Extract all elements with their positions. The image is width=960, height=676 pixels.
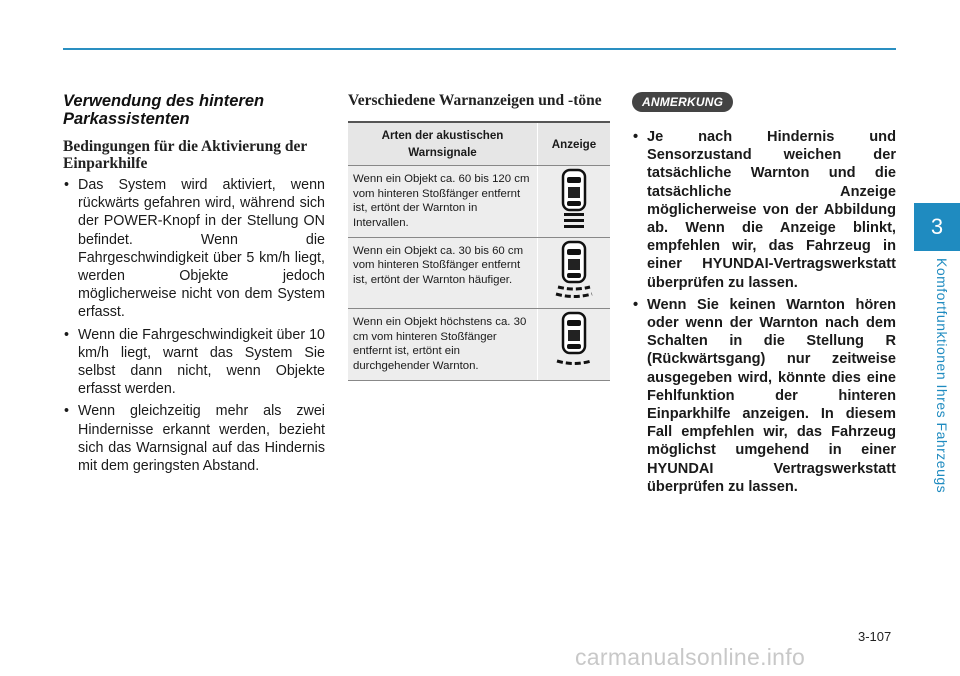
list-item: • Je nach Hindernis und Sensorzustand weichen der tatsächliche Warnton und die tatsächliche Anzeige möglicherweise von der Abbildung ab. Wenn die Anzeige blinkt, empfehlen wir, das Fahrzeug in einer HYUNDAI-Vertragswerkstatt überprüfen zu lassen.	[632, 128, 896, 292]
middle-column	[348, 92, 610, 381]
car-rear-2-bars-icon	[538, 237, 611, 309]
list-item: • Wenn Sie keinen Warnton hören oder wenn der Warnton nach dem Schalten in die Stellung R (Rückwärtsgang) nur zeitweise ausgegeben wird, könnte dies eine Fehlfunktion der hinteren Einparkhilfe anzeigen. In diesem Fall empfehlen wir, das Fahrzeug möglichst umgehend in einer HYUNDAI Vertragswerkstatt überprüfen zu lassen.	[632, 296, 896, 496]
page-number: 3-107	[858, 629, 892, 644]
top-rule	[63, 48, 896, 50]
chapter-tab	[914, 203, 960, 251]
list-item: • Das System wird aktiviert, wenn rückwärts gefahren wird, während sich der POWER-Knopf in der Stellung ON befindet. Wenn die Fahrgeschwindigkeit über 5 km/h liegt, werden Objekte jedoch möglicherweise nicht von dem System erfasst.	[63, 176, 325, 322]
row-text: Wenn ein Objekt ca. 30 bis 60 cm vom hinteren Stoßfänger entfernt ist, ertönt der Warnton häufiger.	[348, 237, 538, 309]
row-text: Wenn ein Objekt höchstens ca. 30 cm vom hinteren Stoßfänger entfernt ist, ertönt ein durchgehender Warnton.	[348, 309, 538, 381]
list-item: • Wenn gleichzeitig mehr als zwei Hindernisse erkannt werden, bezieht sich das Warnsignal auf das Hindernis mit dem geringsten Abstand.	[63, 402, 325, 475]
bullet-list	[63, 176, 325, 475]
note-list	[632, 128, 896, 496]
chapter-number: 3	[930, 214, 944, 239]
table-header-row	[348, 122, 610, 166]
table-row	[348, 237, 610, 309]
table-row	[348, 166, 610, 238]
section-heading: Verwendung des hinteren Parkassistenten	[63, 92, 265, 128]
warning-table	[348, 121, 610, 381]
list-item: • Wenn die Fahrgeschwindigkeit über 10 km/h liegt, warnt das System Sie selbst dann nicht, wenn Objekte erfasst werden.	[63, 326, 325, 399]
chapter-label: Komfortfunktionen Ihres Fahrzeugs	[934, 258, 950, 494]
table-row	[348, 309, 610, 381]
left-column	[63, 92, 325, 479]
note-badge: ANMERKUNG	[632, 92, 733, 112]
header-display: Anzeige	[538, 122, 611, 166]
right-column	[632, 92, 896, 500]
car-rear-1-bar-icon	[538, 309, 611, 381]
row-text: Wenn ein Objekt ca. 60 bis 120 cm vom hinteren Stoßfänger entfernt ist, ertönt der Warnton in Intervallen.	[348, 166, 538, 238]
header-sound-types: Arten der akustischen Warnsignale	[348, 122, 538, 166]
car-rear-3-bars-icon	[538, 166, 611, 238]
subsection-heading: Bedingungen für die Aktivierung der Einparkhilfe	[63, 138, 308, 172]
warning-heading: Verschiedene Warnanzeigen und -töne	[348, 92, 602, 109]
watermark: carmanualsonline.info	[575, 644, 806, 670]
